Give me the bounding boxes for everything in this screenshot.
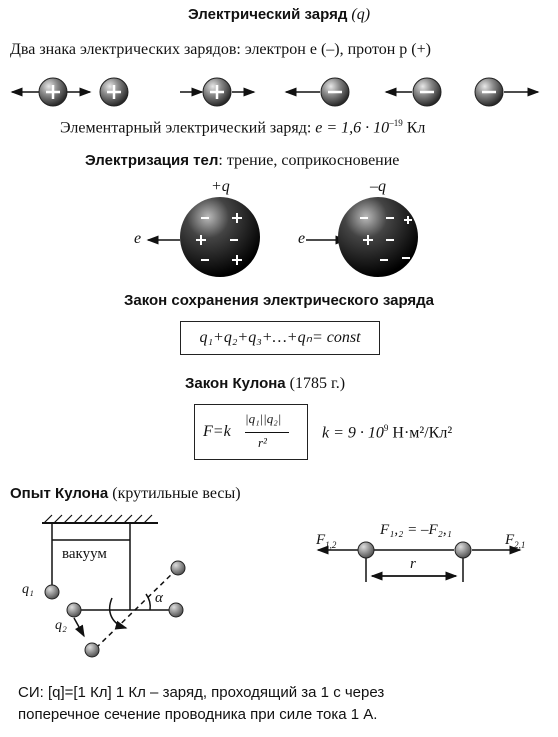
coulomb-law-title (185, 375, 345, 393)
electron-label-right: e (298, 230, 306, 247)
fraction-line (245, 432, 289, 433)
electron-icon (475, 78, 503, 106)
formula-numerator: |q₁||q₂| (245, 411, 282, 426)
proton-icon (39, 78, 67, 106)
si-unit-line1: СИ: [q]=[1 Кл] 1 Кл – заряд, проходящий за 1 с через (18, 684, 385, 701)
q2-label: q₂ (55, 618, 67, 633)
conservation-formula: q₁+q₂+q₃+…+qₙ= const (199, 329, 361, 346)
force-equality: F₁,₂ = –F₂,₁ (380, 522, 452, 538)
k-value: k = 9 · 10 (322, 424, 384, 442)
experiment-rest: (крутильные весы) (112, 485, 241, 502)
alpha-label: α (155, 590, 163, 606)
positive-body-icon (148, 197, 260, 277)
electrization-title (85, 152, 399, 170)
coulomb-formula-box (194, 404, 308, 460)
proton-icon (100, 78, 128, 106)
f21-symbol: F (505, 532, 515, 548)
electron-icon (413, 78, 441, 106)
formula-lhs: F=k (203, 423, 231, 440)
elementary-label: Элементарный электрический заряд: (60, 119, 312, 137)
electron-icon (321, 78, 349, 106)
negative-charge-label: –q (370, 178, 386, 195)
elementary-charge (60, 118, 425, 137)
vacuum-label: вакуум (62, 546, 107, 562)
si-unit-line2: поперечное сечение проводника при силе тока 1 А. (18, 706, 378, 723)
experiment-bold: Опыт Кулона (10, 485, 109, 502)
electron-label-left: e (134, 230, 142, 247)
f12-sub: 1,2 (325, 540, 337, 550)
distance-label: r (410, 556, 416, 572)
coulomb-year: (1785 г.) (289, 375, 346, 392)
elementary-exponent: –19 (389, 118, 403, 128)
f12-label (316, 532, 336, 550)
positive-charge-label: +q (211, 178, 230, 195)
coulomb-bold: Закон Кулона (185, 375, 286, 392)
coulomb-experiment-title (10, 485, 241, 503)
coulomb-constant (322, 423, 452, 442)
elementary-value: e = 1,6 · 10 (315, 119, 390, 137)
ball-icon (45, 561, 185, 657)
k-exponent: 9 (383, 423, 389, 433)
force-diagram (318, 550, 520, 582)
conservation-law-title: Закон сохранения электрического заряда (123, 292, 435, 309)
conservation-formula-box (180, 321, 380, 355)
title-bold: Электрический заряд (187, 6, 348, 23)
formula-denominator: r² (258, 435, 267, 450)
electrization-bold: Электризация тел (85, 152, 219, 169)
electrization-rest: : трение, соприкосновение (218, 152, 400, 169)
elementary-unit: Кл (406, 119, 426, 137)
title-symbol: (q) (351, 6, 371, 23)
f21-sub: 2,1 (514, 540, 526, 550)
f12-symbol: F (316, 532, 326, 548)
f21-label (505, 532, 525, 550)
charge-signs-text: Два знака электрических зарядов: электрон e (–), протон p (+) (10, 41, 431, 58)
proton-icon (203, 78, 231, 106)
q1-label: q₁ (22, 582, 34, 597)
negative-body-icon (306, 197, 418, 277)
k-unit: Н·м²/Кл² (392, 424, 453, 442)
